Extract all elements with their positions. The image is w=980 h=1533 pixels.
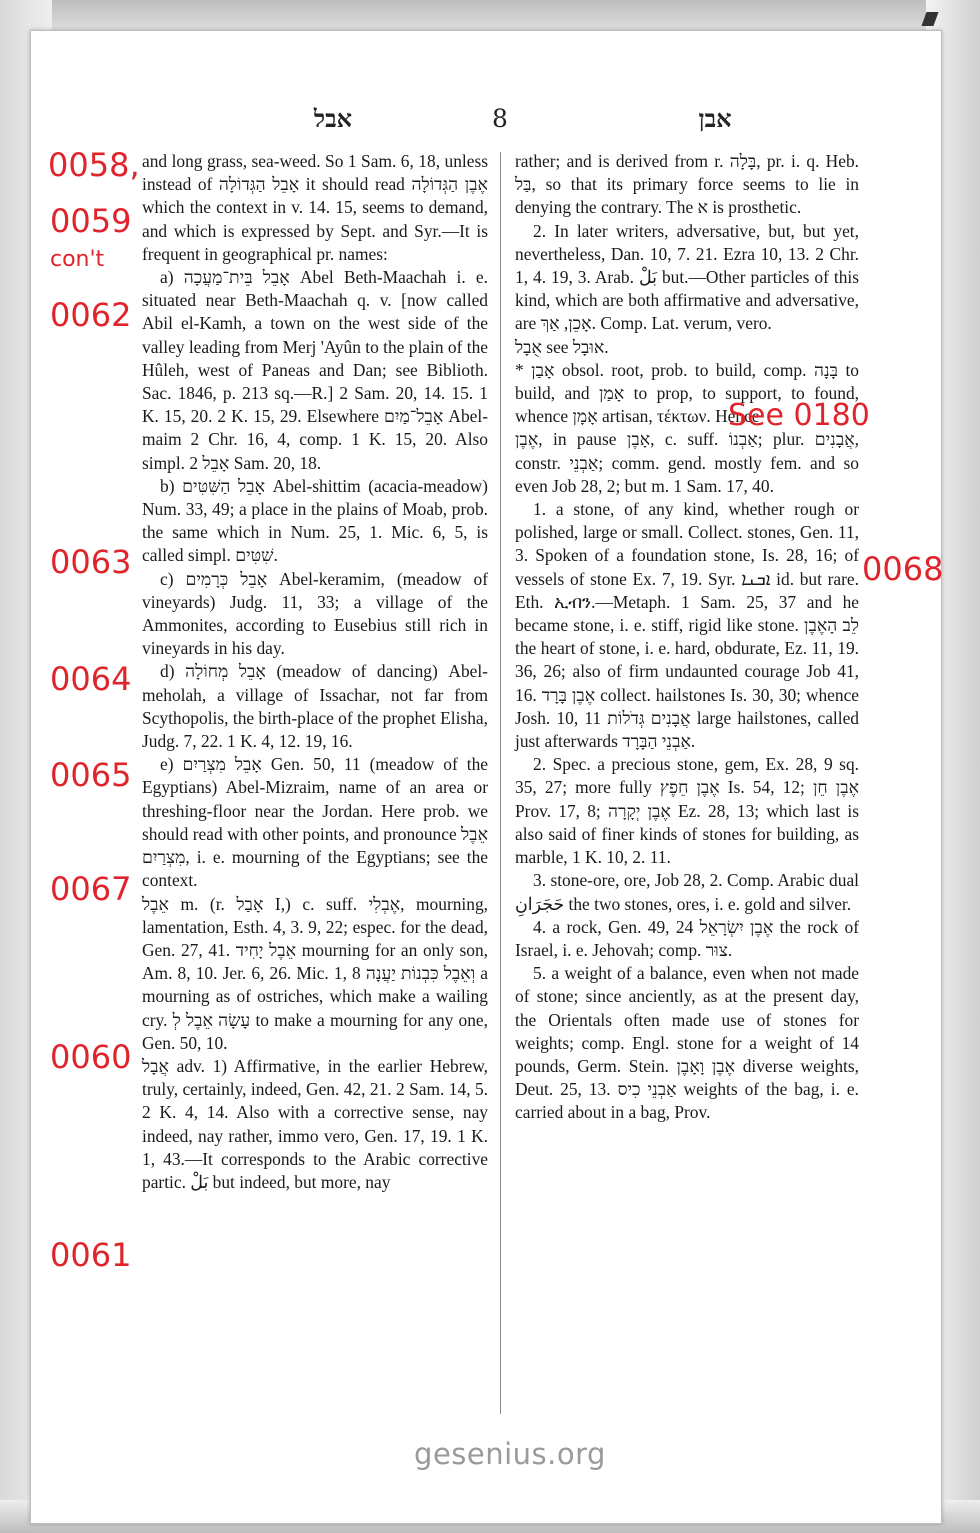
right-paragraph-continuation: rather; and is derived from r. בָּלָה, pr. i. q. Heb. בַּל, so that its primary force seems to lie in denying the contrary. The א is prosthetic. [515, 151, 860, 218]
margin-note-cont: con't [50, 247, 105, 272]
margin-note-0059: 0059 [50, 202, 132, 240]
right-sense-stone: 1. a stone, of any kind, whether rough or polished, large or small. Collect. stones, Gen. 11, 3. Spoken of a foundation stone, Is. 28, 16; of vessels of stone Ex. 7, 19. Syr. ܐܒܢܐ id. but rare. Eth. ኢብን.—Metaph. 1 Sam. 25, 37 and he became stone, i. e. stiff, rigid like stone. לֵב הָאֶבֶן the heart of stone, i. e. hard, obdurate, Ez. 11, 19. 36, 26; also of firm undaunted courage Job 41, 16. אֶבֶן בָּרָד collect. hailstones Is. 30, 30; whence Josh. 10, 11 אֲבָנִים גְּדֹלוֹת large hailstones, called just afterwards אַבְנֵי הַבָּרָד. [515, 499, 860, 752]
right-sense-rock: 4. a rock, Gen. 49, 24 אֶבֶן יִשְׂרָאֵל the rock of Israel, i. e. Jehovah; comp. צוּר. [515, 916, 859, 960]
margin-note-0062: 0062 [50, 296, 132, 334]
right-entry-uval: אֻבָל see אוּבָל. [515, 336, 609, 357]
left-paragraph-abel-meholah: d) אָבֵל מְחוֹלָה (meadow of dancing) Abel-meholah, a village of Issachar, not far from Scythopolis, the birth-place of the prophet Elisha, Judg. 7, 22. 1 K. 4, 12. 19, 16. [142, 661, 488, 752]
running-head-right: אבן [698, 104, 732, 133]
right-entry-avan-root: * אָבַן obsol. root, prob. to build, comp. בָּנָה to build, and אָמַן to prop, to support, to found, whence אָמָן artisan, τέκτων. Hence [515, 359, 859, 427]
left-paragraph-abel-shittim: b) אָבֵל הַשִּׁטִּים Abel-shittim (acacia-meadow) Num. 33, 49; a place in the plains of Moab, prob. the same which in Num. 25, 1. Mic. 6, 5, is called simpl. שִׁטִּים. [142, 475, 488, 566]
right-sense-ore: 3. stone-ore, ore, Job 28, 2. Comp. Arabic dual حَجَرَانِ the two stones, ores, i. e. gold and silver. [515, 870, 859, 914]
right-column [515, 150, 859, 1125]
margin-note-0058: 0058, [48, 146, 140, 184]
margin-note-0064: 0064 [50, 660, 132, 698]
see-note: See 0180 [728, 398, 870, 433]
left-column [142, 150, 488, 1194]
running-head-left: אבל [313, 104, 353, 133]
margin-note-0068: 0068 [862, 550, 944, 588]
left-entry-aval: אֲבָל adv. 1) Affirmative, in the earlier Hebrew, truly, certainly, indeed, Gen. 42, 21. 2 Sam. 14, 5. 2 K. 4, 14. Also with a corrective sense, nay indeed, nay rather, immo vero, Gen. 17, 19. 1 K. 1, 43.—It corresponds to the Arabic corrective partic. بَلْ but indeed, but more, nay [142, 1055, 488, 1192]
left-paragraph-abel-keramim: c) אָבֵל כְּרָמִים Abel-keramim, (meadow of vineyards) Judg. 11, 33; a village of the Ammonites, according to Eusebius still rich in vineyards in his day. [142, 568, 488, 659]
page-number: 8 [492, 104, 508, 133]
left-entry-ebel: אֵבֶל m. (r. אָבַל I,) c. suff. אֶבְלִי, mourning, lamentation, Esth. 4, 3. 9, 22; espec. for the dead, Gen. 27, 41. אֵבֶל יָחִיד mourning for an only son, Am. 8, 10. Jer. 6, 26. Mic. 1, 8 וְאֵבֶל כִּבְנוֹת יַעֲנָה a mourning as of ostriches, which make a wailing cry. עָשָׂה אֵבֶל לְ to make a mourning for any one, Gen. 50, 10. [142, 893, 489, 1053]
margin-note-0063: 0063 [50, 543, 132, 581]
right-paragraph-adversative: 2. In later writers, adversative, but, but yet, nevertheless, Dan. 10, 7. 21. Ezra 10, 13. 2 Chr. 1, 4. 19, 3. Arab. بَلْ but.—Other particles of this kind, which are both affirmative and adversative, are אָכֵן, אַךְ. Comp. Lat. verum, vero. [515, 220, 859, 334]
left-paragraph-continuation: and long grass, sea-weed. So 1 Sam. 6, 18, unless instead of אָבֵל הַגְּדוֹלָה it should read אֶבֶן הַגְּדוֹלָה which the context in v. 14. 15, seems to demand, and which is expressed by Sept. and Syr.—It is frequent in geographical pr. names: [142, 151, 488, 264]
margin-note-0061: 0061 [50, 1236, 132, 1274]
site-watermark: gesenius.org [414, 1437, 606, 1471]
margin-note-0065: 0065 [50, 756, 132, 794]
right-entry-even: אֶבֶן, in pause אָבֶן, c. suff. אַבְנוֹ; plur. אֲבָנִים, constr. אַבְנֵי; comm. gend. mostly fem. and so even Job 28, 2; but m. 1 Sam. 17, 40. [515, 429, 859, 496]
right-sense-weight: 5. a weight of a balance, even when not made of stone; since anciently, as at the present day, the Orientals often made use of stones for weights; comp. Engl. stone for a weight of 14 pounds, Germ. Stein. אֶבֶן וָאָבֶן diverse weights, Deut. 25, 13. אַבְנֵי כִיס weights of the bag, i. e. carried about in a bag, Prov. [515, 963, 859, 1123]
left-paragraph-abel-mizraim: e) אָבֵל מִצְרַיִם Gen. 50, 11 (meadow of the Egyptians) Abel-Mizraim, name of an area or threshing-floor near the Jordan. Here prob. we should read with other points, and pronounce אֵבֶל מִצְרַיִם, i. e. mourning of the Egyptians; see the context. [142, 754, 488, 891]
right-sense-precious-stone: 2. Spec. a precious stone, gem, Ex. 28, 9 sq. 35, 27; more fully אֶבֶן חֵפֶץ Is. 54, 12; אֶבֶן חֵן Prov. 17, 8; אֶבֶן יְקָרָה Ez. 28, 13; which last is also said of finer kinds of stones for building, as marble, 1 K. 10, 2. 11. [515, 754, 860, 868]
left-paragraph-abel-beth-maachah: a) אָבֵל בֵּית־מַעֲכָה Abel Beth-Maachah i. e. situated near Beth-Maachah q. v. [now called Abil el-Kamh, a town on the west side of the valley leading from Merj 'Ayûn to the plain of the Hûleh, west of Paneas and Dan; see Biblioth. Sac. 1846, p. 213 sq.—R.] 2 Sam. 20, 14. 15. 1 K. 15, 20. 2 K. 15, 29. Elsewhere אָבֵל־מַיִם Abel-maim 2 Chr. 16, 4, comp. 1 K. 15, 20. Also simpl. אָבֵל 2 Sam. 20, 18. [142, 267, 488, 473]
margin-note-0060: 0060 [50, 1038, 132, 1076]
column-divider [500, 152, 501, 1414]
margin-note-0067: 0067 [50, 870, 132, 908]
